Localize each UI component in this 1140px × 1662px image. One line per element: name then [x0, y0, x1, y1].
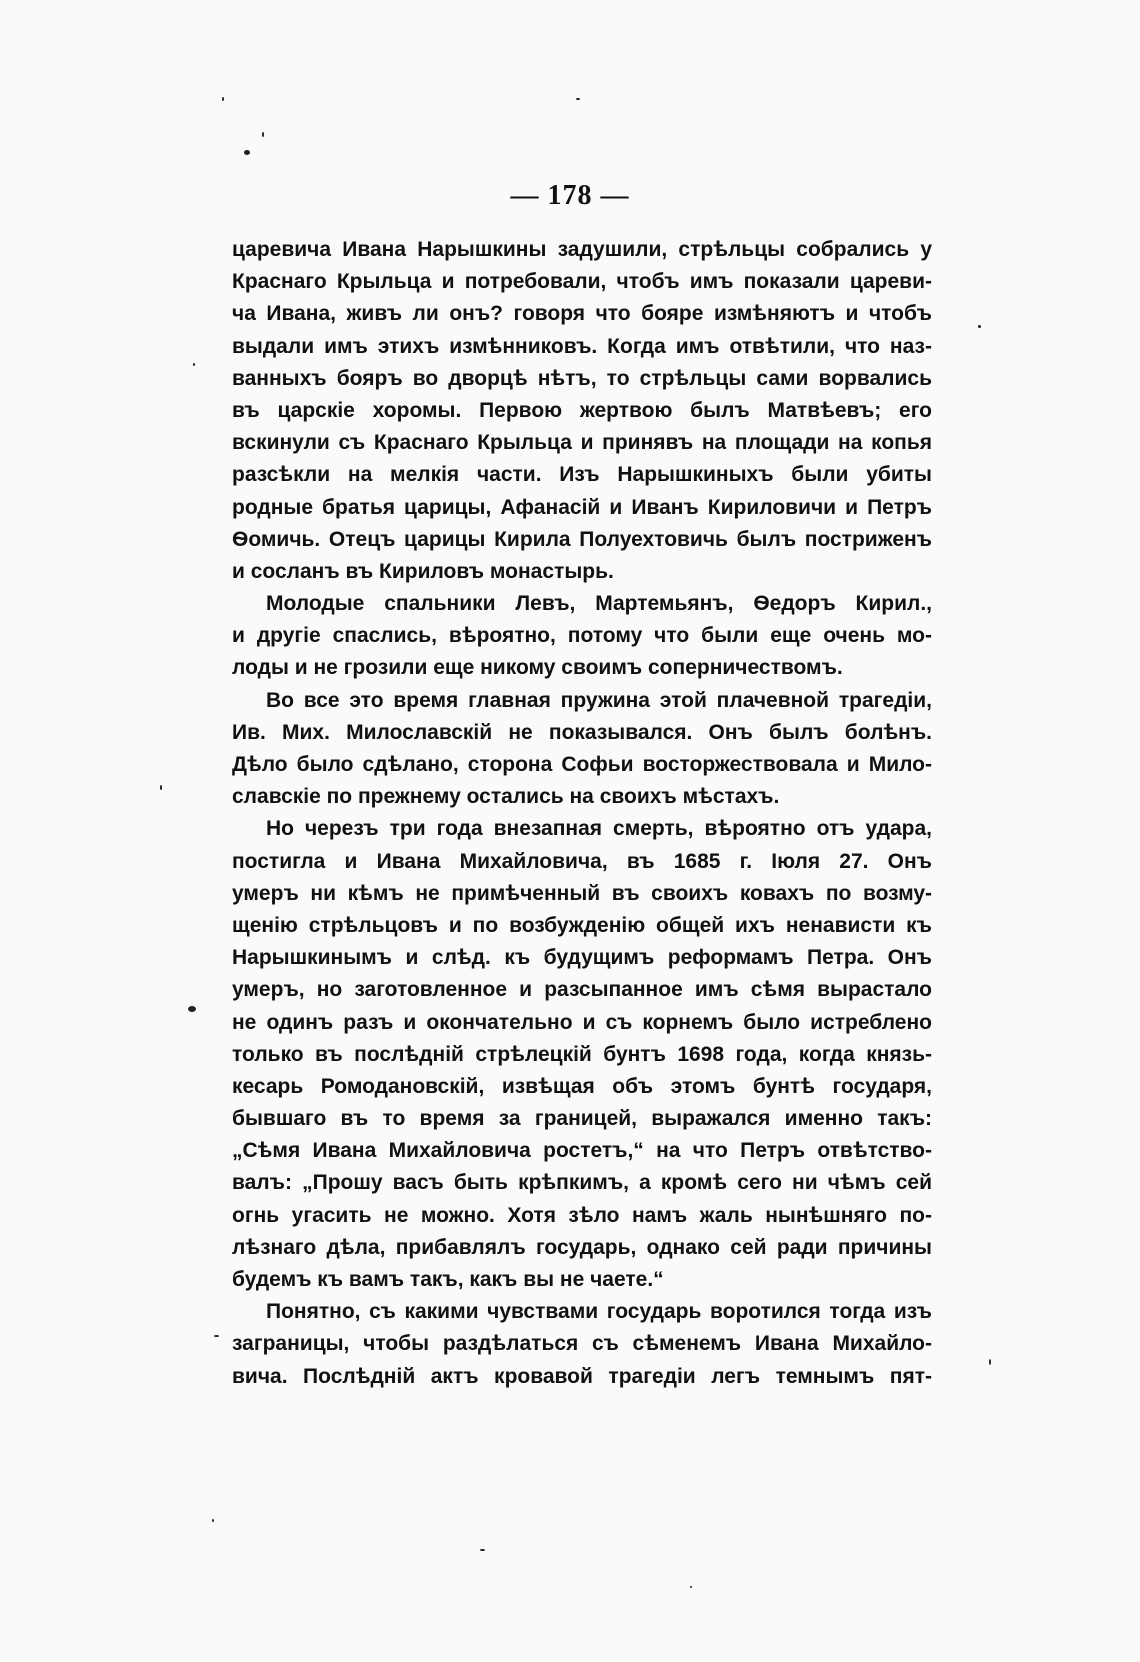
- text-line: кесарь Ромодановскій, извѣщая объ этомъ бунтѣ государя,: [232, 1074, 932, 1098]
- scan-speck: [222, 97, 224, 101]
- text-line: и другіе спаслись, вѣроятно, потому что были еще очень мо-: [232, 624, 932, 648]
- text-line: Но черезъ три года внезапная смерть, вѣроятно отъ удара,: [266, 817, 932, 841]
- scan-speck: [188, 1006, 196, 1012]
- scan-speck: [160, 785, 162, 790]
- scan-speck: [989, 1359, 991, 1365]
- text-line: выдали имъ этихъ измѣнниковъ. Когда имъ отвѣтили, что наз-: [232, 334, 932, 358]
- scan-speck: [262, 132, 264, 137]
- text-line: Понятно, съ какими чувствами государь воротился тогда изъ: [266, 1300, 932, 1324]
- text-line: Во все это время главная пружина этой плачевной трагедіи,: [266, 688, 932, 712]
- text-line: щенію стрѣльцовъ и по возбужденію общей ихъ ненависти къ: [232, 913, 932, 937]
- text-line: царевича Ивана Нарышкины задушили, стрѣльцы собрались у: [232, 238, 932, 261]
- body-text: [232, 234, 932, 1393]
- text-line: огнь угасить не можно. Хотя зѣло намъ жаль нынѣшняго по-: [232, 1203, 932, 1227]
- text-line: Ѳомичь. Отецъ царицы Кирила Полуехтовичь былъ постриженъ: [232, 527, 932, 551]
- text-line: Дѣло было сдѣлано, сторона Софьи восторжествовала и Мило-: [232, 753, 932, 776]
- text-line: и сосланъ въ Кириловъ монастырь.: [232, 559, 614, 583]
- scan-speck: [978, 325, 981, 328]
- text-line: разсѣкли на мелкія части. Изъ Нарышкиныхъ были убиты: [232, 463, 932, 487]
- text-line: заграницы, чтобы раздѣлаться съ сѣменемъ Ивана Михайло-: [232, 1332, 932, 1356]
- text-line: ванныхъ бояръ во дворцѣ нѣтъ, то стрѣльцы сами ворвались: [232, 366, 932, 390]
- text-line: будемъ къ вамъ такъ, какъ вы не чаете.“: [232, 1268, 664, 1291]
- scan-speck: [576, 98, 580, 100]
- scan-speck: [214, 1335, 219, 1337]
- scan-speck: [193, 363, 195, 366]
- text-line: „Сѣмя Ивана Михайловича ростетъ,“ на что Петръ отвѣтство-: [232, 1139, 932, 1163]
- text-line: умеръ ни кѣмъ не примѣченный въ своихъ ковахъ по возму-: [232, 881, 932, 905]
- text-line: лоды и не грозили еще никому своимъ соперничествомъ.: [232, 656, 843, 680]
- text-line: Молодые спальники Левъ, Мартемьянъ, Ѳедоръ Кирил.,: [266, 592, 932, 616]
- scan-speck: [212, 1519, 214, 1522]
- text-line: Ив. Мих. Милославскій не показывался. Онъ былъ болѣнъ.: [232, 720, 932, 744]
- scan-speck: [690, 1586, 692, 1588]
- scan-speck: [480, 1549, 485, 1551]
- text-line: постигла и Ивана Михайловича, въ 1685 г. Іюля 27. Онъ: [232, 849, 932, 873]
- text-line: Нарышкинымъ и слѣд. къ будущимъ реформамъ Петра. Онъ: [232, 946, 932, 970]
- text-line: ча Ивана, живъ ли онъ? говоря что бояре измѣняютъ и чтобъ: [232, 302, 932, 326]
- text-line: родные братья царицы, Афанасій и Иванъ Кириловичи и Петръ: [232, 495, 932, 519]
- text-line: вича. Послѣдній актъ кровавой трагедіи легъ темнымъ пят-: [232, 1364, 932, 1388]
- text-line: вскинули съ Краснаго Крыльца и принявъ на площади на копья: [232, 431, 932, 455]
- page-number: — 178 —: [510, 180, 630, 211]
- text-line: бывшаго въ то время за границей, выражался именно такъ:: [232, 1107, 932, 1131]
- text-line: въ царскіе хоромы. Первою жертвою былъ Матвѣевъ; его: [232, 398, 932, 422]
- text-line: не одинъ разъ и окончательно и съ корнемъ было истреблено: [232, 1010, 932, 1034]
- text-line: умеръ, но заготовленное и разсыпанное имъ сѣмя вырастало: [232, 978, 932, 1002]
- text-line: валъ: „Прошу васъ быть крѣпкимъ, а кромѣ сего ни чѣмъ сей: [232, 1171, 932, 1195]
- text-line: лѣзнаго дѣла, прибавлялъ государь, однако сей ради причины: [232, 1235, 932, 1259]
- text-line: только въ послѣдній стрѣлецкій бунтъ 1698 года, когда князь-: [232, 1042, 932, 1066]
- scan-speck: [244, 150, 250, 155]
- text-line: Краснаго Крыльца и потребовали, чтобъ имъ показали цареви-: [232, 270, 932, 294]
- text-line: славскіе по прежнему остались на своихъ мѣстахъ.: [232, 785, 780, 809]
